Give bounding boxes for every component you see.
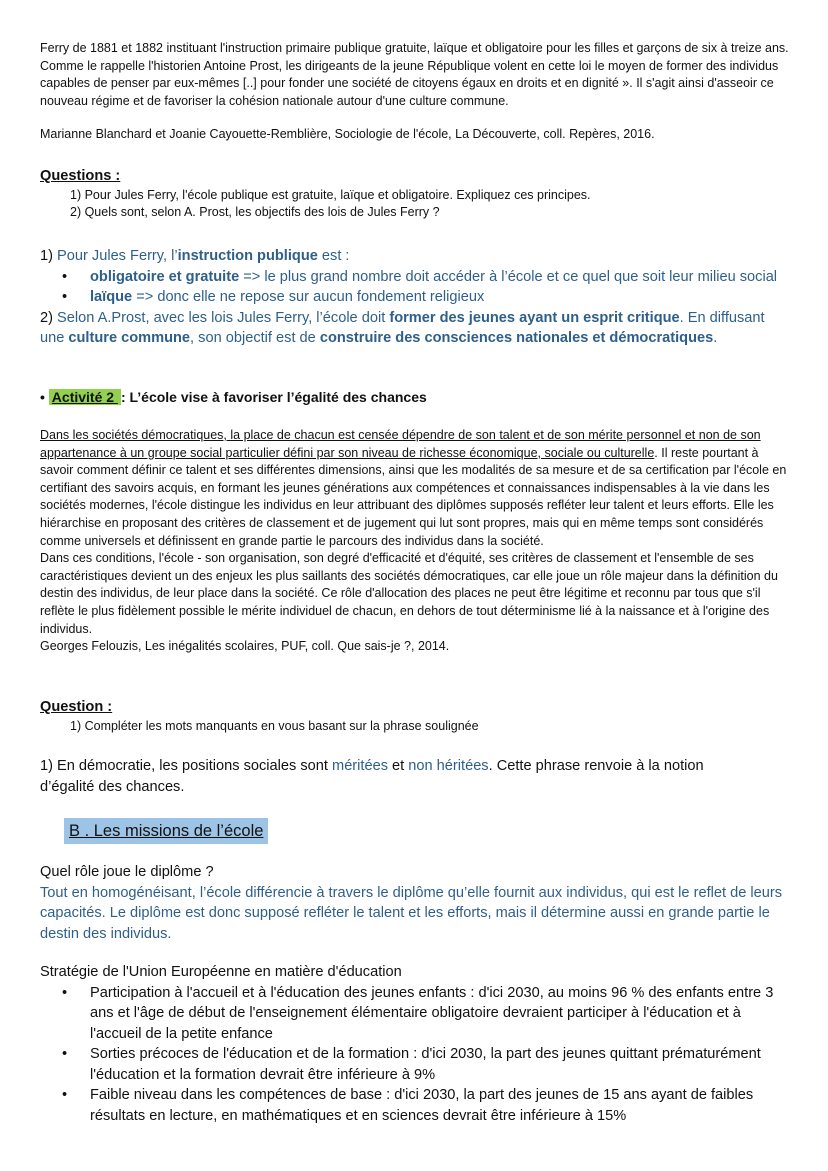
activity-2-text — [40, 427, 792, 656]
activity-paragraph-1: Dans les sociétés démocratiques, la place de chacun est censée dépendre de son talent et de son mérite personnel et non de son appartenance à un groupe social particulier défini par son niveau de richesse économique, sociale ou culturelle. Il reste pourtant à savoir comment définir ce talent et ses différentes dimensions, ainsi que les modalités de sa mesure et de sa certification par l'école en certifiant des savoirs acquis, en formant les jeunes générations aux compétences et connaissances indispensables à la vie dans les sociétés modernes, l'école distingue les individus en leur attribuant des diplômes supposés refléter leur talent et leurs efforts. Elle les hiérarchise en proposant des critères de classement et de jugement qui lut sont propres, mais qui en même temps sont considérés comme universels et définissent en grande partie le parcours des individus dans la société. — [40, 428, 787, 548]
intro-paragraph: Ferry de 1881 et 1882 instituant l'instruction primaire publique gratuite, laïque et obligatoire pour les filles et garçons de six à treize ans. Comme le rappelle l'historien Antoine Prost, les dirigeants de la jeune République volent en cette loi le moyen de former des individus capables de penser par eux-mêmes [..] pour fonder une société de citoyens égaux en droits et en dignité ». Il s'agit ainsi d'asseoir ce nouveau régime et de favoriser la cohésion nationale autour d'une culture commune. — [40, 41, 789, 108]
eu-strategy-title: Stratégie de l'Union Européenne en matière d'éducation — [40, 964, 402, 980]
bullet-icon: • — [62, 268, 68, 285]
activity-2-heading — [40, 388, 790, 408]
diploma-answer: Tout en homogénéisant, l’école différencie à travers le diplôme qu’elle fournit aux individus, qui est le reflet de leurs capacités. Le diplôme est donc supposé refléter le talent et les efforts, mais il détermine aussi en grande partie le destin des individus. — [40, 884, 783, 942]
bullet-icon: • — [62, 289, 68, 305]
answer-1: 1) Pour Jules Ferry, l’instruction publique est : — [40, 248, 350, 264]
eu-strategy-item: • Faible niveau dans les compétences de base : d'ici 2030, la part des jeunes de 15 ans ayant de faibles résultats en lecture, en mathématiques et en sciences devrait être inférieure à 15% — [62, 1087, 754, 1124]
eu-strategy-item: • Sorties précoces de l'éducation et de la formation : d'ici 2030, la part des jeunes quittant prématurément l'éducation et la formation devrait être inférieure à 9% — [62, 1046, 761, 1083]
intro-section — [40, 40, 790, 144]
intro-source: Marianne Blanchard et Joanie Cayouette-Remblière, Sociologie de l'école, La Découverte, coll. Repères, 2016. — [40, 127, 655, 142]
bullet-item: • laïque => donc elle ne repose sur aucun fondement religieux — [40, 287, 790, 308]
question-2-title: Question : — [40, 699, 113, 715]
eu-strategy-item: • Participation à l'accueil et à l'éducation des jeunes enfants : d'ici 2030, au moins 96 % des enfants entre 3 ans et l'âge de début de l'enseignement élémentaire obligatoire devraient participer à l'éducation et à l'accueil de la petite enfance — [62, 984, 774, 1042]
answer-1-bullets — [40, 267, 790, 308]
question-item: 2) Quels sont, selon A. Prost, les objectifs des lois de Jules Ferry ? — [70, 205, 440, 220]
answer-2-section — [40, 756, 760, 797]
activity-source: Georges Felouzis, Les inégalités scolaires, PUF, coll. Que sais-je ?, 2014. — [40, 639, 450, 654]
diploma-section — [40, 862, 785, 944]
activity-bullet: • — [40, 389, 45, 405]
bullet-icon: • — [62, 1087, 68, 1103]
activity-title: : L’école vise à favoriser l’égalité des chances — [120, 389, 427, 405]
section-b-title: B . Les missions de l’école — [64, 818, 268, 844]
activity-label: Activité 2 — [49, 389, 121, 405]
bullet-icon: • — [62, 1046, 68, 1062]
question-2-item: 1) Compléter les mots manquants en vous basant sur la phrase soulignée — [70, 718, 479, 733]
eu-strategy-list — [40, 983, 780, 1127]
questions-section — [40, 166, 790, 222]
eu-strategy-section — [40, 962, 780, 1126]
answers-section — [40, 246, 790, 349]
question-item: 1) Pour Jules Ferry, l'école publique est gratuite, laïque et obligatoire. Expliquez ces principes. — [70, 187, 591, 202]
questions-list — [40, 187, 790, 222]
activity-paragraph-2: Dans ces conditions, l'école - son organisation, son degré d'efficacité et d'équité, ses critères de classement et l'ensemble de ses caractéristiques devient un des enjeux les plus saillants des sociétés démocratiques, car elle joue un rôle majeur dans la définition du destin des individus, de leur place dans la société. Ce rôle d'allocation des places ne peut être légitime et reconnu par tous que s'il reflète le plus fidèlement possible le mérite individuel de chacun, en dehors de tout déterminisme lié à la naissance et à l'origine des individus. — [40, 551, 778, 636]
answer-2-text: 1) En démocratie, les positions sociales sont méritées et non héritées. Cette phrase renvoie à la notion d’égalité des chances. — [40, 758, 704, 795]
underlined-sentence: Dans les sociétés démocratiques, la place de chacun est censée dépendre de son talent et de son mérite personnel et non de son appartenance à un groupe social particulier défini par son niveau de richesse économique, sociale ou culturelle — [40, 428, 761, 460]
section-b-heading — [64, 818, 268, 844]
bullet-icon: • — [62, 984, 68, 1001]
question-2-section — [40, 697, 790, 735]
bullet-item: • obligatoire et gratuite => le plus grand nombre doit accéder à l’école et ce quel que soit leur milieu social — [40, 267, 790, 288]
diploma-question: Quel rôle joue le diplôme ? — [40, 864, 214, 880]
answer-2: 2) Selon A.Prost, avec les lois Jules Ferry, l’école doit former des jeunes ayant un esprit critique. En diffusant une culture commune, son objectif est de construire des consciences nationales et démocratiques. — [40, 309, 765, 346]
questions-title: Questions : — [40, 168, 121, 184]
